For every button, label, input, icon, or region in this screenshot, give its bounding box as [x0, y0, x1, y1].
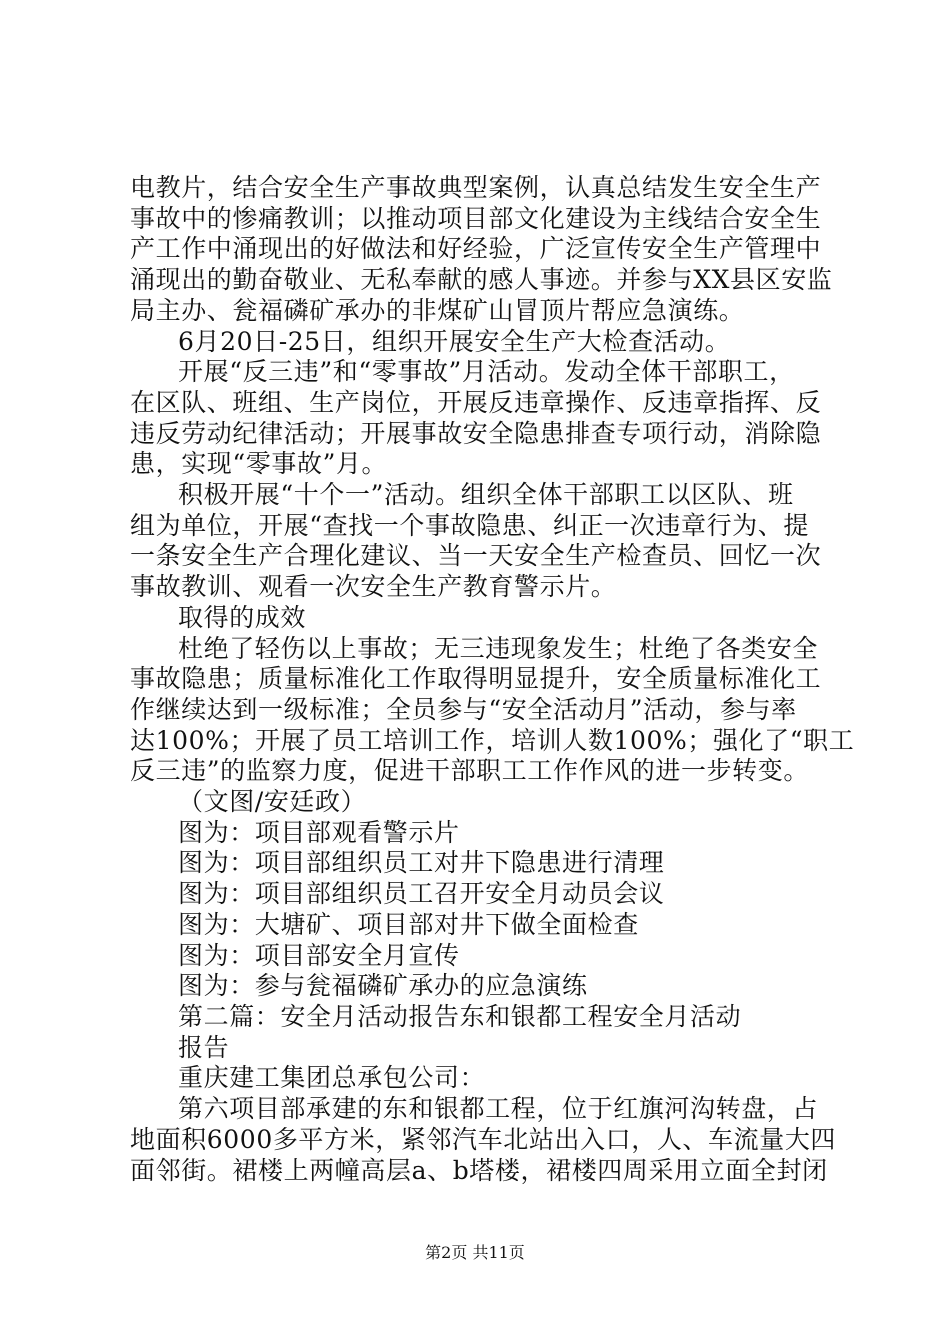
text-line: 第六项目部承建的东和银都工程，位于红旗河沟转盘，占 — [178, 1094, 819, 1124]
text-line: 涌现出的勤奋敬业、无私奉献的感人事迹。并参与XX县区安监 — [130, 265, 833, 295]
text-line: 事故隐患；质量标准化工作取得明显提升，安全质量标准化工 — [130, 664, 822, 694]
text-line: 图为：项目部组织员工召开安全月动员会议 — [178, 879, 665, 909]
text-line: 开展“反三违”和“零事故”月活动。发动全体干部职工， — [178, 357, 795, 387]
text-line: 图为：项目部安全月宣传 — [178, 940, 460, 970]
text-line: 面邻街。裙楼上两幢高层a、b塔楼，裙楼四周采用立面全封闭 — [130, 1155, 828, 1185]
text-line: 局主办、瓮福磷矿承办的非煤矿山冒顶片帮应急演练。 — [130, 295, 745, 325]
text-line: （文图/安廷政） — [178, 787, 367, 817]
text-line: 事故中的惨痛教训；以推动项目部文化建设为主线结合安全生 — [130, 203, 822, 233]
text-line: 取得的成效 — [178, 602, 307, 632]
text-line: 事故教训、观看一次安全生产教育警示片。 — [130, 572, 617, 602]
text-line: 地面积6000多平方米，紧邻汽车北站出入口，人、车流量大四 — [130, 1124, 837, 1154]
text-line: 第二篇：安全月活动报告东和银都工程安全月活动 — [178, 1001, 742, 1031]
text-line: 图为：项目部观看警示片 — [178, 817, 460, 847]
text-line: 在区队、班组、生产岗位，开展反违章操作、反违章指挥、反 — [130, 387, 822, 417]
text-line: 组为单位，开展“查找一个事故隐患、纠正一次违章行为、提 — [130, 510, 809, 540]
text-line: 积极开展“十个一”活动。组织全体干部职工以区队、班 — [178, 480, 794, 510]
text-line: 6月20日-25日，组织开展安全生产大检查活动。 — [178, 326, 731, 356]
text-line: 产工作中涌现出的好做法和好经验，广泛宣传安全生产管理中 — [130, 234, 822, 264]
text-line: 作继续达到一级标准；全员参与“安全活动月”活动，参与率 — [130, 694, 797, 724]
page-footer: 第2页 共11页 — [425, 1243, 525, 1262]
document-body — [130, 173, 855, 1186]
text-line: 杜绝了轻伤以上事故；无三违现象发生；杜绝了各类安全 — [178, 633, 819, 663]
text-line: 图为：项目部组织员工对井下隐患进行清理 — [178, 848, 665, 878]
text-line: 反三违”的监察力度，促进干部职工工作作风的进一步转变。 — [130, 756, 809, 786]
text-line: 重庆建工集团总承包公司： — [178, 1063, 486, 1093]
text-line: 达100%；开展了员工培训工作，培训人数100%；强化了“职工 — [130, 725, 855, 755]
text-line: 违反劳动纪律活动；开展事故安全隐患排查专项行动，消除隐 — [130, 418, 822, 448]
text-line: 一条安全生产合理化建议、当一天安全生产检查员、回忆一次 — [130, 541, 822, 571]
text-line: 报告 — [178, 1032, 230, 1062]
text-line: 电教片，结合安全生产事故典型案例，认真总结发生安全生产 — [130, 173, 822, 202]
text-line: 患，实现“零事故”月。 — [130, 449, 388, 479]
text-line: 图为：参与瓮福磷矿承办的应急演练 — [178, 971, 588, 1001]
text-line: 图为：大塘矿、项目部对井下做全面检查 — [178, 909, 639, 939]
